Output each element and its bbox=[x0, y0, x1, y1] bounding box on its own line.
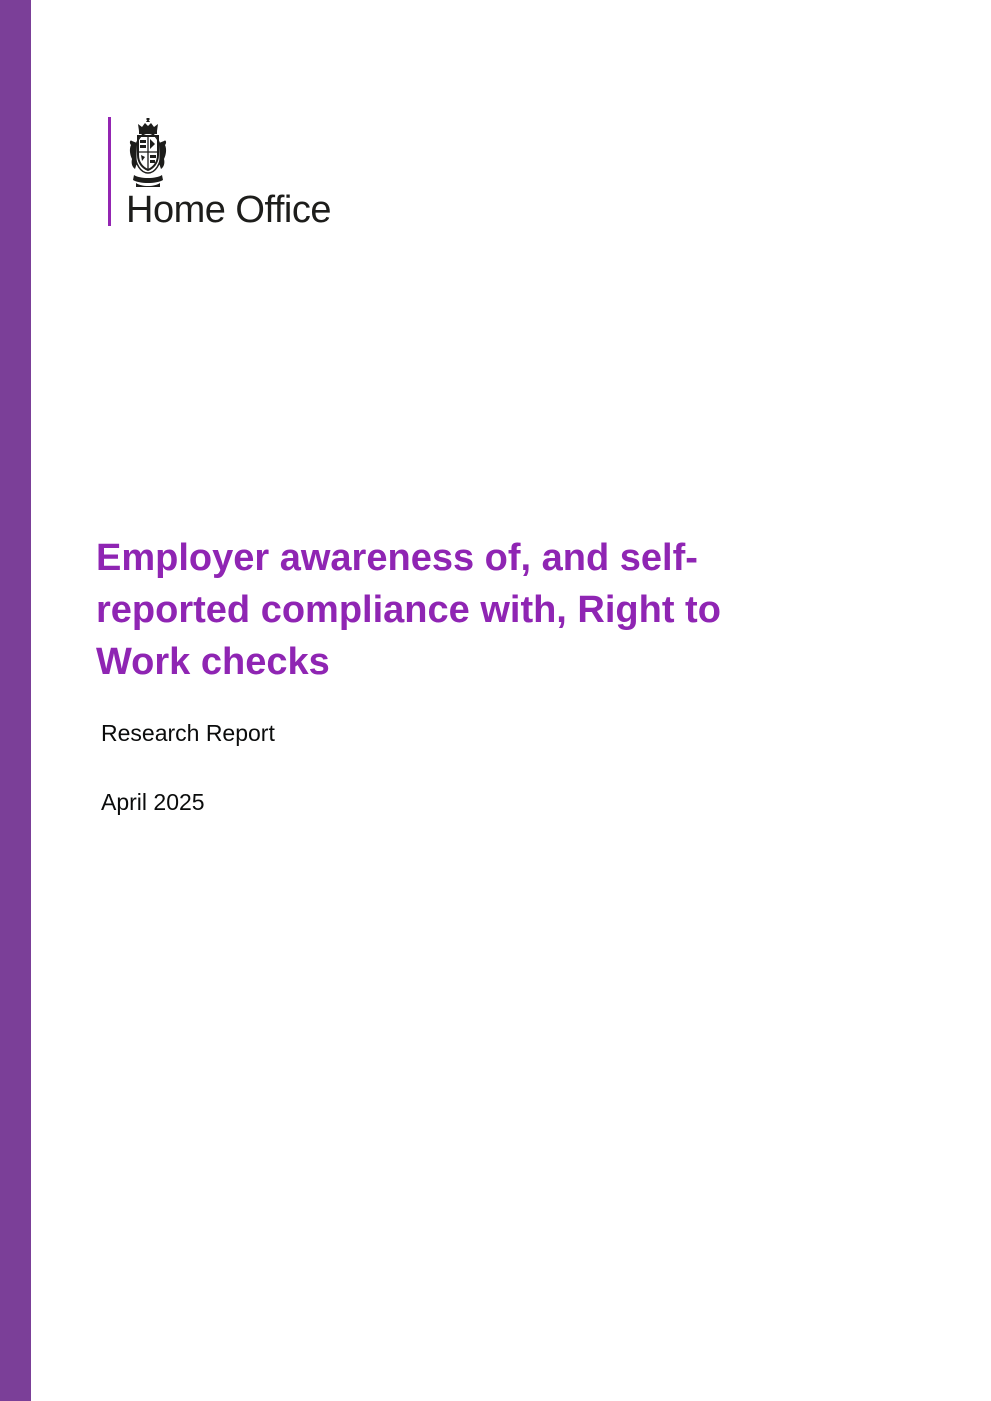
document-type: Research Report bbox=[101, 720, 275, 746]
royal-coat-of-arms-icon bbox=[126, 117, 170, 189]
report-title bbox=[96, 532, 856, 688]
organisation-name: Home Office bbox=[126, 189, 331, 231]
home-office-logo bbox=[108, 117, 378, 231]
title-line: reported compliance with, Right to bbox=[96, 589, 721, 631]
publication-date: April 2025 bbox=[101, 789, 205, 815]
title-line: Work checks bbox=[96, 641, 330, 683]
title-line: Employer awareness of, and self- bbox=[96, 537, 698, 579]
logo-divider-rule bbox=[108, 117, 111, 226]
side-accent-bar bbox=[0, 0, 31, 1401]
